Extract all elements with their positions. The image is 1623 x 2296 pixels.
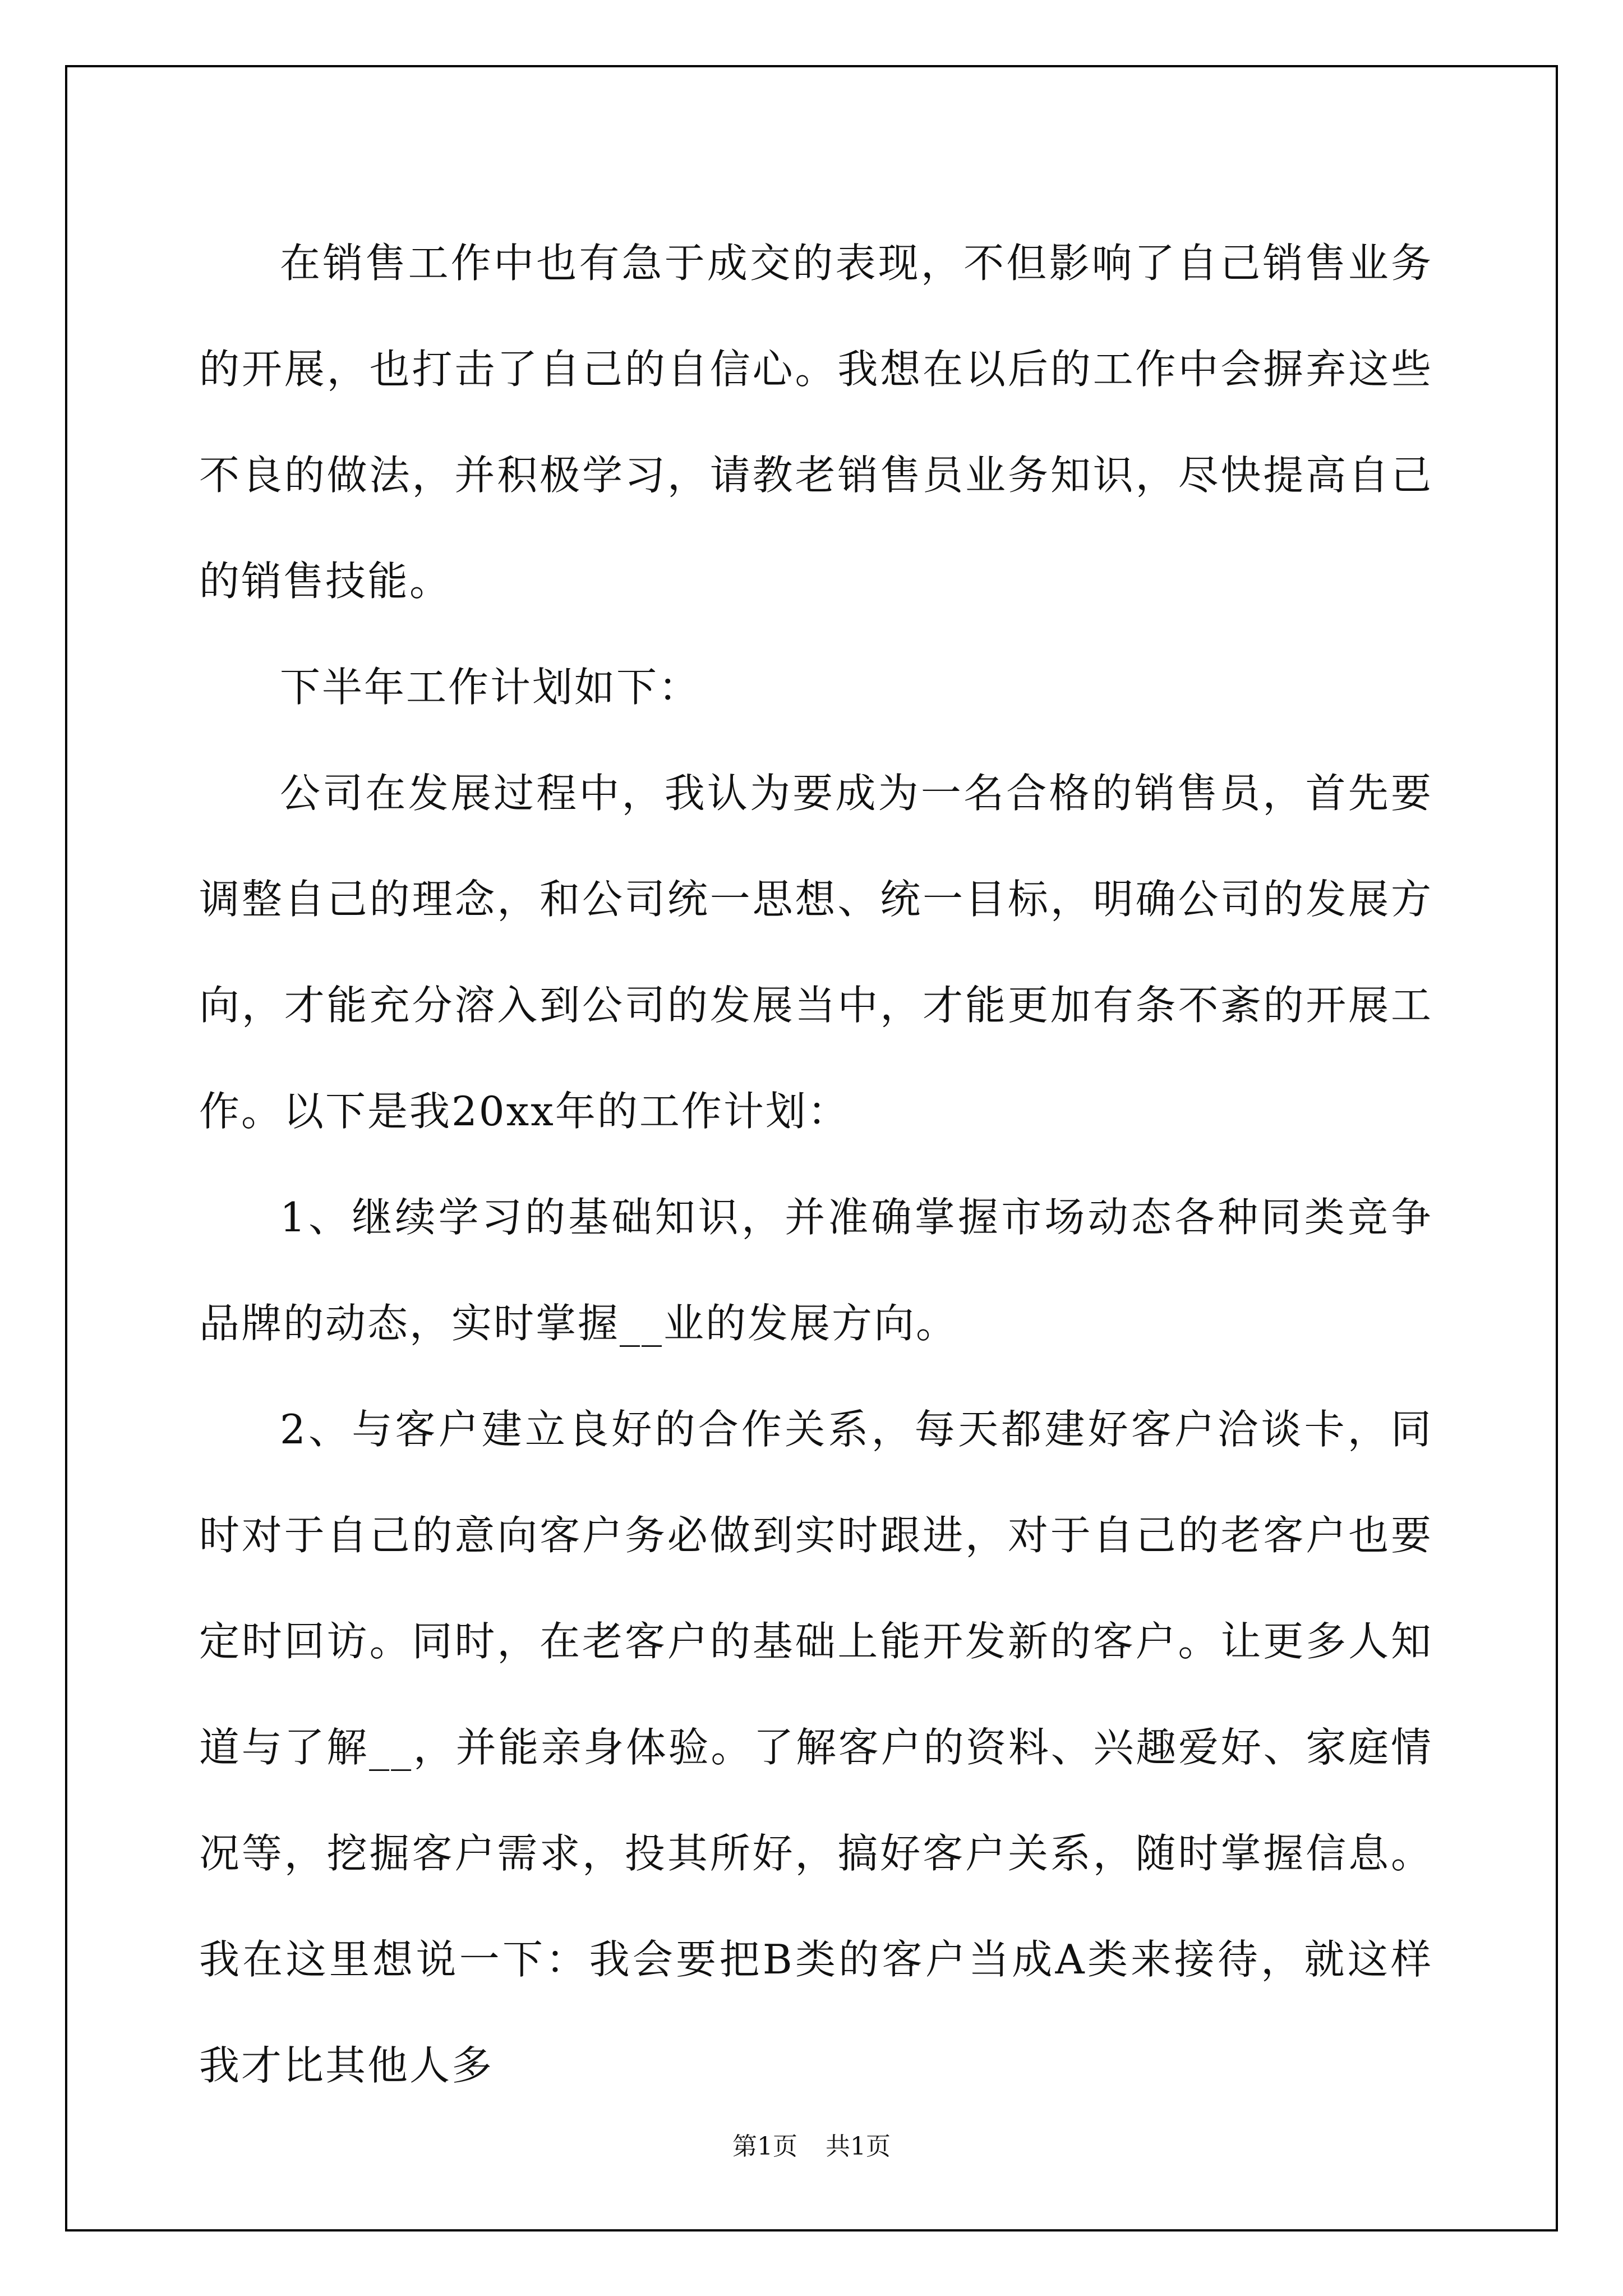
paragraph-1: 在销售工作中也有急于成交的表现，不但影响了自己销售业务的开展，也打击了自己的自信心。我想在以后的工作中会摒弃这些不良的做法，并积极学习，请教老销售员业务知识，尽快提高自己的销售技能。	[199, 240, 1433, 605]
paragraph-2: 下半年工作计划如下：	[280, 664, 701, 711]
page-total-label: 共1页	[826, 2132, 891, 2161]
page-current-label: 第1页	[732, 2132, 797, 2161]
paragraph-5: 2、与客户建立良好的合作关系，每天都建好客户洽谈卡，同时对于自己的意向客户务必做到实时跟进，对于自己的老客户也要定时回访。同时，在老客户的基础上能开发新的客户。让更多人知道与了解__，并能亲身体验。了解客户的资料、兴趣爱好、家庭情况等，挖掘客户需求，投其所好，搞好客户关系，随时掌握信息。我在这里想说一下：我会要把B类的客户当成A类来接待，就这样我才比其他人多	[199, 1406, 1433, 2089]
page-footer	[0, 2126, 1623, 2162]
paragraph-4: 1、继续学习的基础知识，并准确掌握市场动态各种同类竞争品牌的动态，实时掌握__业的发展方向。	[199, 1194, 1433, 1347]
paragraph-3: 公司在发展过程中，我认为要成为一名合格的销售员，首先要调整自己的理念，和公司统一思想、统一目标，明确公司的发展方向，才能充分溶入到公司的发展当中，才能更加有条不紊的开展工作。以下是我20xx年的工作计划：	[199, 770, 1433, 1135]
document-body	[199, 210, 1433, 2119]
